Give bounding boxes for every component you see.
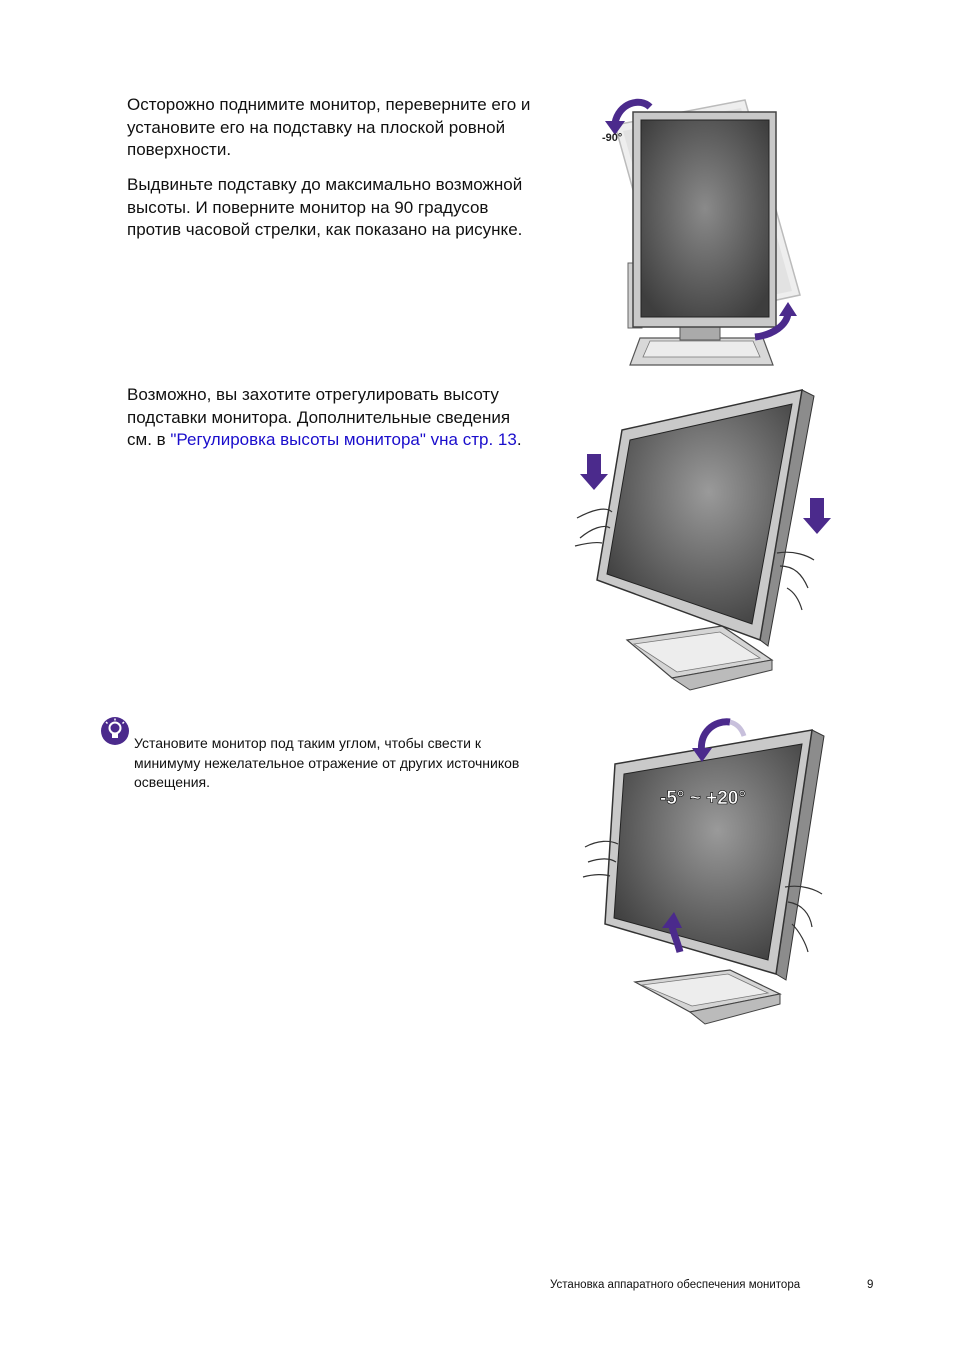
down-arrow-left-icon (580, 454, 608, 490)
rotation-angle-label: -90° (602, 132, 623, 144)
monitor-base (635, 970, 780, 1024)
tilt-figure (580, 712, 830, 1032)
height-adjust-figure (572, 388, 837, 693)
paragraph-height-adjust (127, 384, 537, 452)
rotation-figure (595, 95, 810, 370)
portrait-monitor (633, 112, 776, 327)
height-adjust-link[interactable]: "Регулировка высоты монитора" vна стр. 13 (170, 430, 517, 449)
down-arrow-right-icon (803, 498, 831, 534)
page-number: 9 (867, 1279, 874, 1291)
height-adjust-end: . (516, 430, 522, 449)
paragraph-rotate-monitor: Выдвиньте подставку до максимально возможной высоты. И поверните монитор на 90 градусов против часовой стрелки, как показано на рисунке. (127, 175, 523, 239)
monitor (605, 730, 824, 980)
height-adjust-text: Возможно, вы захотите отрегулировать высоту подставки монитора. Дополнительные сведения см. в (127, 385, 511, 449)
lightbulb-icon (100, 716, 130, 746)
tilt-range-label: -5° ~ +20° (660, 788, 746, 809)
monitor (597, 390, 814, 646)
tip-text: Установите монитор под таким углом, чтобы свести к минимуму нежелательное отражение от других источников освещения. (134, 735, 520, 790)
paragraph-lift-monitor: Осторожно поднимите монитор, переверните его и установите его на подставку на плоской ровной поверхности. (127, 95, 531, 159)
footer-title: Установка аппаратного обеспечения монитора (550, 1279, 801, 1291)
